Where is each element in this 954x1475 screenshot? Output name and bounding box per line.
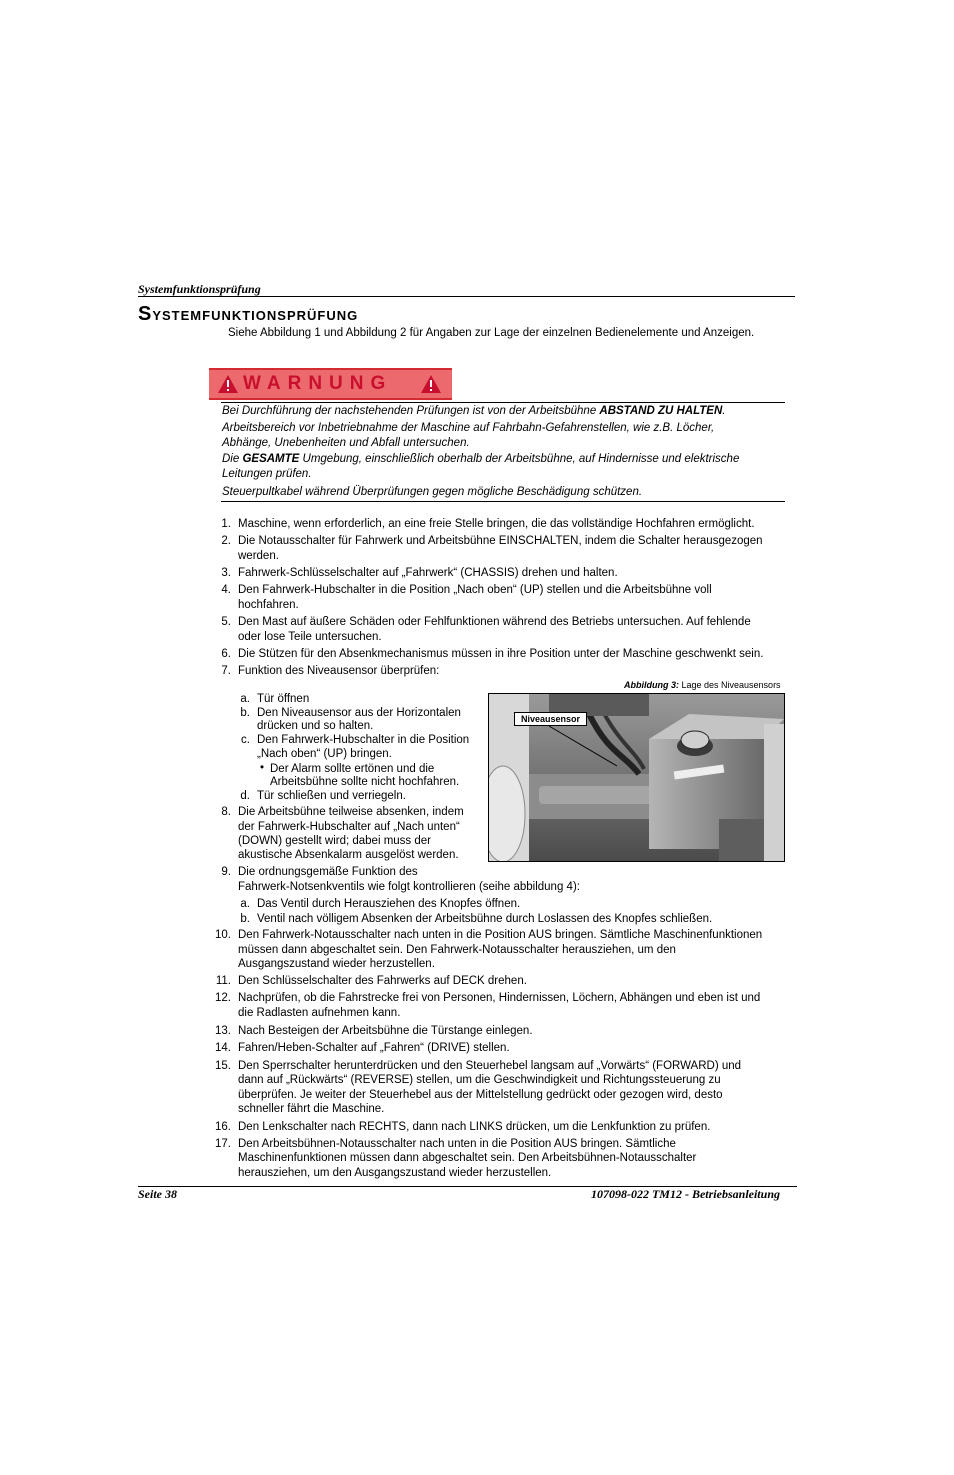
step-text: Die ordnungsgemäße Funktion des: [238, 866, 418, 878]
step-text: hochfahren.: [238, 599, 299, 611]
substep-text: „Nach oben“ (UP) bringen.: [257, 748, 392, 760]
step-text: akustische Absenkalarm ausgelöst werden.: [238, 849, 459, 861]
step-number: 11.: [215, 975, 231, 987]
running-header: Systemfunktionsprüfung: [138, 282, 261, 296]
step-number: 7.: [221, 665, 231, 677]
warning-label: WARNUNG: [243, 373, 393, 394]
step-number: 9.: [221, 866, 231, 878]
step-number: 5.: [221, 616, 231, 628]
intro-paragraph: Siehe Abbildung 1 und Abbildung 2 für Angaben zur Lage der einzelnen Bedienelemente und Anzeigen.: [228, 327, 755, 339]
step-text: schneller fährt die Maschine.: [238, 1103, 385, 1115]
step-text: Den Schlüsselschalter des Fahrwerks auf DECK drehen.: [238, 975, 527, 987]
warning-line: Arbeitsbereich vor Inbetriebnahme der Maschine auf Fahrbahn-Gefahrenstellen, wie z.B. Löcher,: [222, 422, 715, 434]
warning-rule-bottom: [221, 501, 785, 502]
header-rule: [138, 296, 795, 297]
step-number: 6.: [221, 648, 231, 660]
substep-text: drücken und so halten.: [257, 720, 374, 732]
warning-line: Bei Durchführung der nachstehenden Prüfungen ist von der Arbeitsbühne ABSTAND ZU HALTEN.: [222, 405, 726, 417]
substep-letter: b.: [240, 913, 250, 925]
step-text: Den Fahrwerk-Hubschalter in die Position „Nach oben“ (UP) stellen und die Arbeitsbühne voll: [238, 584, 712, 596]
step-text: werden.: [238, 550, 279, 562]
step-text: Den Sperrschalter herunterdrücken und den Steuerhebel langsam auf „Vorwärts“ (FORWARD) und: [238, 1060, 742, 1072]
step-number: 12.: [215, 992, 231, 1004]
warning-rule-top: [221, 402, 785, 403]
warning-triangle-icon: [420, 374, 442, 394]
document-id: 107098-022 TM12 - Betriebsanleitung: [590, 1187, 780, 1201]
step-text: Die Arbeitsbühne teilweise absenken, indem: [238, 806, 464, 818]
substep-letter: c.: [241, 734, 250, 746]
substep-letter: b.: [240, 707, 250, 719]
step-text: der Fahrwerk-Hubschalter auf „Nach unten“: [238, 821, 460, 833]
step-text: müssen dann abgeschaltet sein. Den Fahrwerk-Notausschalter herausziehen, um den: [238, 944, 676, 956]
substep-text: Das Ventil durch Herausziehen des Knopfes öffnen.: [257, 898, 521, 910]
step-text: Die Notausschalter für Fahrwerk und Arbeitsbühne EINSCHALTEN, indem die Schalter herausgezogen: [238, 535, 763, 547]
step-number: 3.: [221, 567, 231, 579]
warning-line: Steuerpultkabel während Überprüfungen gegen mögliche Beschädigung schützen.: [222, 486, 643, 498]
step-text: überprüfen. Je weiter der Steuerhebel aus der Mittelstellung gedrückt oder gezogen wird, desto: [238, 1089, 723, 1101]
step-text: die Radlasten aufnehmen kann.: [238, 1007, 401, 1019]
substep-letter: a.: [240, 898, 250, 910]
bullet: •: [260, 762, 265, 774]
warning-line: Die GESAMTE Umgebung, einschließlich oberhalb der Arbeitsbühne, auf Hindernisse und elektrische: [222, 453, 740, 465]
step-text: Nach Besteigen der Arbeitsbühne die Türstange einlegen.: [238, 1025, 533, 1037]
step-text: Maschine, wenn erforderlich, an eine freie Stelle bringen, die das vollständige Hochfahren ermöglicht.: [238, 518, 755, 530]
warning-line: Abhänge, Unebenheiten und Abfall untersuchen.: [222, 437, 470, 449]
step-number: 8.: [221, 806, 231, 818]
figure-photo-niveausensor: [488, 693, 785, 862]
figure-caption: Abbildung 3: Lage des Niveausensors: [624, 680, 781, 690]
step-number: 13.: [215, 1025, 231, 1037]
section-title-rest: YSTEMFUNKTIONSPRÜFUNG: [152, 308, 359, 323]
step-text: Funktion des Niveausensor überprüfen:: [238, 665, 440, 677]
step-text: Den Lenkschalter nach RECHTS, dann nach LINKS drücken, um die Lenkfunktion zu prüfen.: [238, 1121, 711, 1133]
substep-text: Ventil nach völligem Absenken der Arbeitsbühne durch Loslassen des Knopfes schließen.: [257, 913, 713, 925]
step-text: oder lose Teile untersuchen.: [238, 631, 382, 643]
substep-text: Den Niveausensor aus der Horizontalen: [257, 707, 461, 719]
step-number: 2.: [221, 535, 231, 547]
section-title-initial: S: [138, 303, 153, 325]
step-text: dann auf „Rückwärts“ (REVERSE) stellen, um die Geschwindigkeit und Richtungssteuerung zu: [238, 1074, 721, 1086]
callout-label: Niveausensor: [514, 712, 587, 726]
step-text: Den Mast auf äußere Schäden oder Fehlfunktionen während des Betriebs untersuchen. Auf fehlende: [238, 616, 751, 628]
step-number: 14.: [215, 1042, 231, 1054]
bullet-text: Arbeitsbühne sollte nicht hochfahren.: [270, 776, 460, 788]
warning-banner: [209, 368, 452, 400]
step-number: 16.: [215, 1121, 231, 1133]
step-number: 15.: [215, 1060, 231, 1072]
warning-triangle-icon: [217, 374, 239, 394]
warning-line: Leitungen prüfen.: [222, 468, 312, 480]
step-number: 10.: [215, 929, 231, 941]
substep-letter: d.: [240, 790, 250, 802]
step-number: 1.: [221, 518, 231, 530]
step-text: Fahrwerk-Notsenkventils wie folgt kontrollieren (seihe abbildung 4):: [238, 881, 580, 893]
step-text: Nachprüfen, ob die Fahrstrecke frei von Personen, Hindernissen, Löchern, Abhängen und eben ist und: [238, 992, 761, 1004]
substep-text: Den Fahrwerk-Hubschalter in die Position: [257, 734, 470, 746]
substep-text: Tür schließen und verriegeln.: [257, 790, 406, 802]
step-number: 17.: [215, 1138, 231, 1150]
step-text: Die Stützen für den Absenkmechanismus müssen in ihre Position unter der Maschine geschwenkt sein.: [238, 648, 764, 660]
step-text: Fahrwerk-Schlüsselschalter auf „Fahrwerk“ (CHASSIS) drehen und halten.: [238, 567, 618, 579]
step-text: Maschinenfunktionen müssen dann abgeschaltet sein. Den Arbeitsbühnen-Notausschalter: [238, 1152, 697, 1164]
bullet-text: Der Alarm sollte ertönen und die: [270, 763, 435, 775]
step-text: Ausgangszustand wieder herzustellen.: [238, 958, 435, 970]
step-text: Den Arbeitsbühnen-Notausschalter nach unten in die Position AUS bringen. Sämtliche: [238, 1138, 676, 1150]
step-number: 4.: [221, 584, 231, 596]
section-title: [138, 303, 358, 326]
step-text: Fahren/Heben-Schalter auf „Fahren“ (DRIVE) stellen.: [238, 1042, 510, 1054]
substep-letter: a.: [240, 693, 250, 705]
step-text: (DOWN) gestellt wird; dabei muss der: [238, 835, 431, 847]
substep-text: Tür öffnen: [257, 693, 310, 705]
step-text: Den Fahrwerk-Notausschalter nach unten in die Position AUS bringen. Sämtliche Maschinenfunktionen: [238, 929, 763, 941]
step-text: herausziehen, um den Ausgangszustand wieder herzustellen.: [238, 1167, 552, 1179]
page-number: Seite 38: [138, 1187, 177, 1201]
